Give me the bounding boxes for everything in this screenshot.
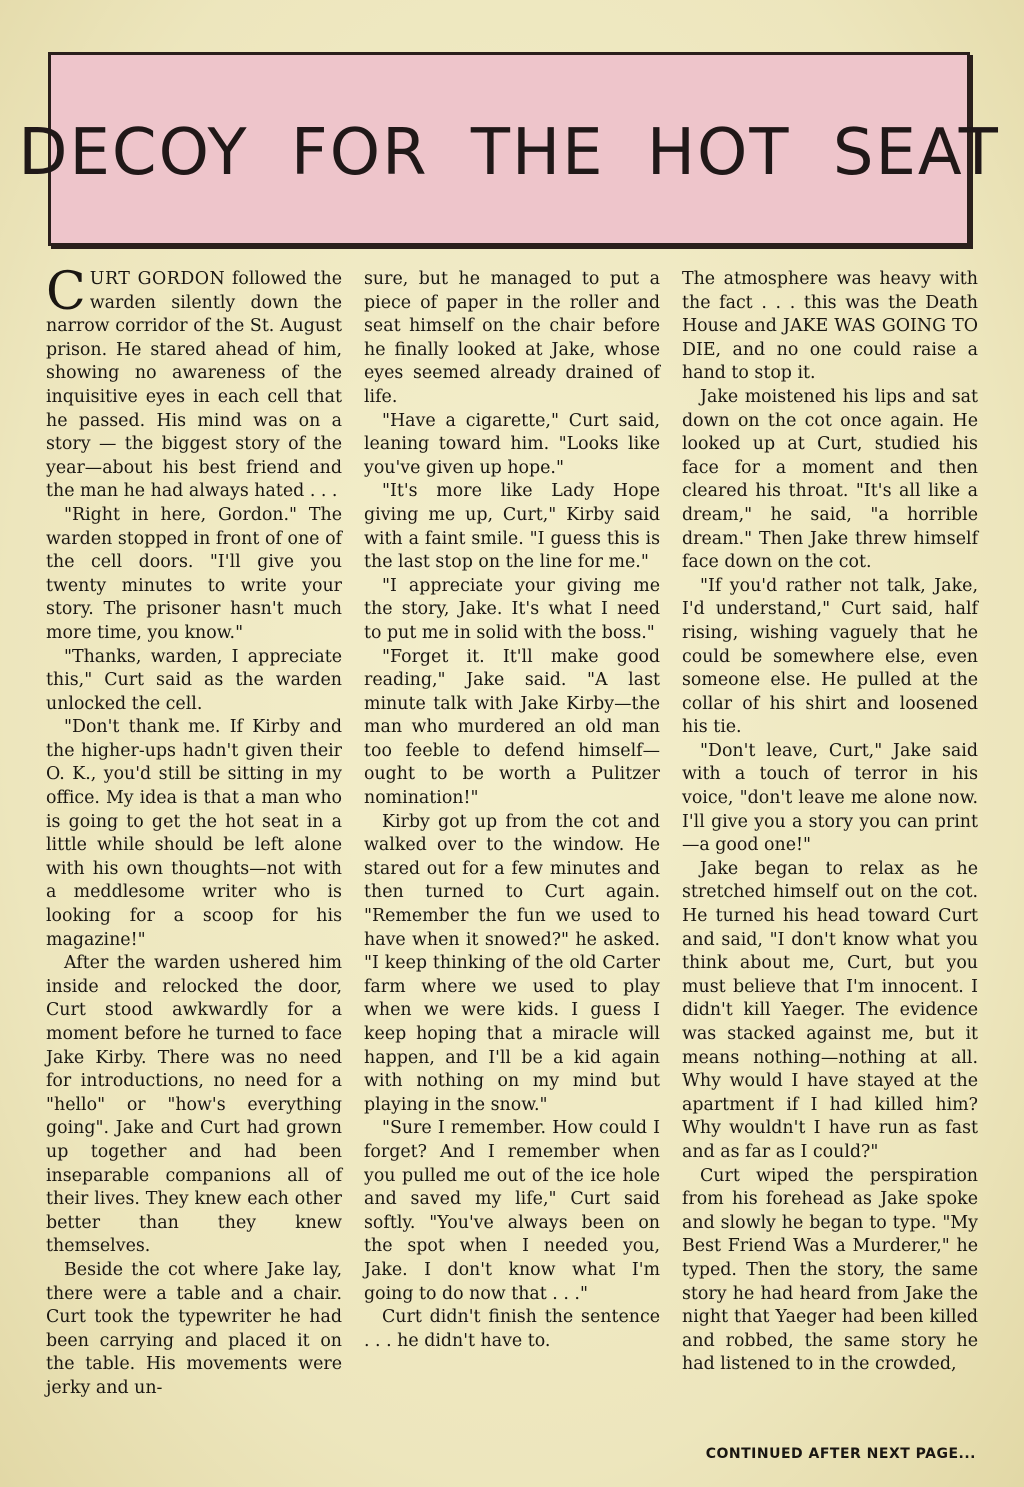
continued-note: CONTINUED AFTER NEXT PAGE... [705,1446,976,1462]
column-3 [682,268,978,1401]
story-columns [46,262,978,1401]
paragraph: Beside the cot where Jake lay, there were a table and a chair. Curt took the typewriter he had been carrying and placed it on the table. His movements were jerky and un- [46,1259,342,1398]
paragraph: "If you'd rather not talk, Jake, I'd understand," Curt said, half rising, wishing vaguely that he could be somewhere else, even someone else. He pulled at the collar of his shirt and loosened his tie. [682,575,978,738]
opening-rest: followed the warden silently down the narrow corridor of the St. August prison. He stared ahead of him, showing no awareness of the inquisitive eyes in each cell that he passed. His mind was on a story — the biggest story of the year—about his best friend and the man he had always hated . . . [46,269,342,502]
paragraph: "Thanks, warden, I appreciate this," Curt said as the warden unlocked the cell. [46,646,342,714]
paragraph: Curt wiped the perspiration from his forehead as Jake spoke and slowly he began to type. "My Best Friend Was a Murderer," he typed. Then the story, the same story he had heard from Jake the night that Yaeger had been killed and robbed, the same story he had listened to in the crowded, [682,1165,978,1375]
paragraph: "Don't leave, Curt," Jake said with a touch of terror in his voice, "don't leave me alone now. I'll give you a story you can print—a good one!" [682,740,978,856]
column-2 [364,268,660,1401]
paragraph: "Right in here, Gordon." The warden stopped in front of one of the cell doors. "I'll give you twenty minutes to write your story. The prisoner hasn't much more time, you know." [46,504,342,643]
drop-cap: C [46,262,86,322]
paragraph: "Have a cigarette," Curt said, leaning toward him. "Looks like you've given up hope." [364,410,660,478]
paragraph: "Sure I remember. How could I forget? And I remember when you pulled me out of the ice hole and saved my life," Curt said softly. "You've always been on the spot when I needed you, Jake. I don't know what I'm going to do now that . . ." [364,1118,660,1304]
column-1 [46,262,342,1401]
paragraph: Jake began to relax as he stretched himself out on the cot. He turned his head toward Curt and said, "I don't know what you think about me, Curt, but you must believe that I'm innocent. I didn't kill Yaeger. The evidence was stacked against me, but it means nothing—nothing at all. Why would I have stayed at the apartment if I had killed him? Why wouldn't I have run as fast and as far as I could?" [682,858,978,1162]
opening-paragraph [46,262,342,504]
paragraph-continued: The atmosphere was heavy with the fact . . . this was the Death House and JAKE WAS GOING TO DIE, and no one could raise a hand to stop it. [682,269,978,384]
paragraph: After the warden ushered him inside and relocked the door, Curt stood awkwardly for a moment before he turned to face Jake Kirby. There was no need for introductions, no need for a "hello" or "how's everything going". Jake and Curt had grown up together and had been inseparable companions all of their lives. They knew each other better than they knew themselves. [46,953,342,1257]
opening-lead: URT GORDON [89,269,226,289]
paragraph-continued: sure, but he managed to put a piece of paper in the roller and seat himself on the chair before he finally looked at Jake, whose eyes seemed already drained of life. [364,269,660,407]
title-banner [18,52,1000,246]
paragraph: "Don't thank me. If Kirby and the higher-ups hadn't given their O. K., you'd still be sitting in my office. My idea is that a man who is going to get the hot seat in a little while should be left alone with his own thoughts—not with a meddlesome writer who is looking for a scoop for his magazine!" [46,717,342,950]
paragraph: "Forget it. It'll make good reading," Jake said. "A last minute talk with Jake Kirby—the man who murdered an old man too feeble to defend himself—ought to be worth a Pulitzer nomination!" [364,646,660,809]
story-title: DECOY FOR THE HOT SEAT [18,116,1000,190]
paragraph: Jake moistened his lips and sat down on the cot once again. He looked up at Curt, studied his face for a moment and then cleared his throat. "It's all like a dream," he said, "a horrible dream." Then Jake threw himself face down on the cot. [682,386,978,573]
paragraph: Kirby got up from the cot and walked over to the window. He stared out for a few minutes and then turned to Curt again. "Remember the fun we used to have when it snowed?" he asked. "I keep thinking of the old Carter farm where we used to play when we were kids. I guess I keep hoping that a miracle will happen, and I'll be a kid again with nothing on my mind but playing in the snow." [364,811,660,1115]
paragraph: "It's more like Lady Hope giving me up, Curt," Kirby said with a faint smile. "I guess this is the last stop on the line for me." [364,481,660,573]
paragraph: "I appreciate your giving me the story, Jake. It's what I need to put me in solid with the boss." [364,575,660,643]
paragraph: Curt didn't finish the sentence . . . he didn't have to. [364,1307,660,1351]
